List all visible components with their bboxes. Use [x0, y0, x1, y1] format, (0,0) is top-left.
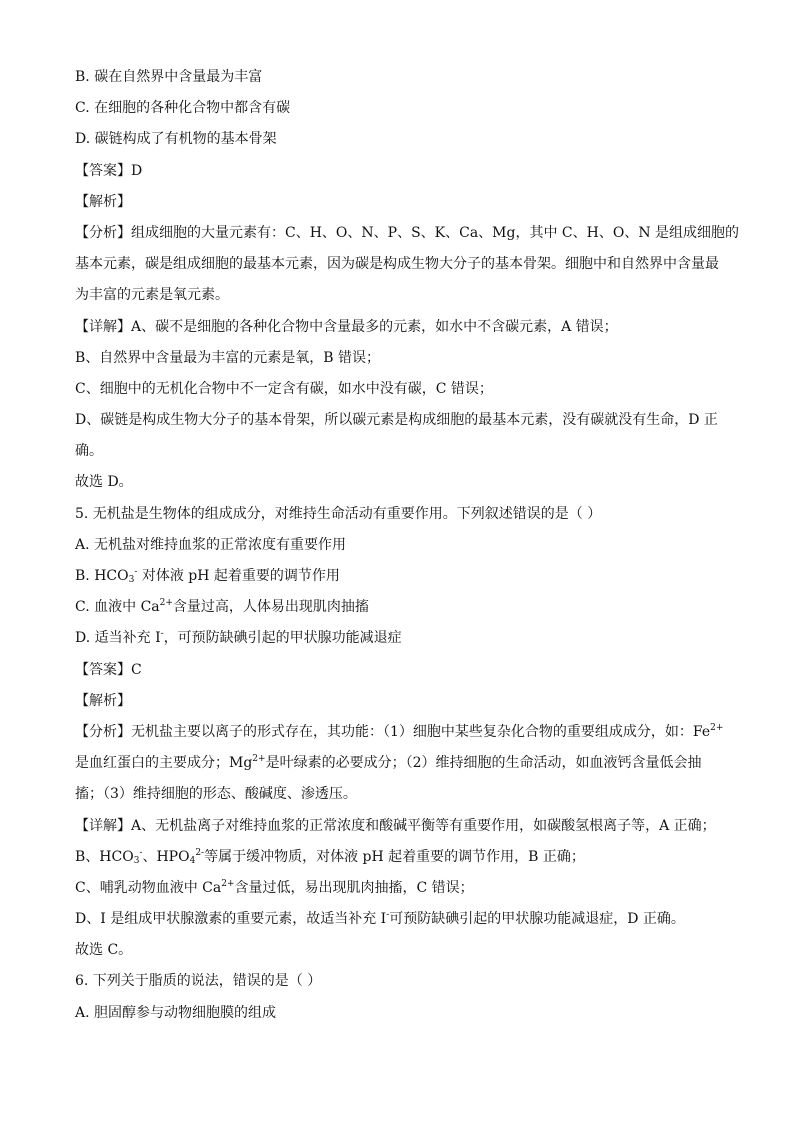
superscript: 2+ — [159, 598, 173, 609]
xiangjie-line — [75, 842, 725, 873]
answer-label: 【答案】C — [75, 661, 142, 678]
xiangjie-line: D、碳链是构成生物大分子的基本骨架，所以碳元素是构成细胞的最基本元素，没有碳就没有生命，D 正 — [75, 412, 718, 429]
superscript: 2+ — [252, 754, 266, 765]
text: C. 血液中 Ca — [75, 599, 160, 616]
superscript: 2- — [195, 847, 205, 858]
text: 等属于缓冲物质，对体液 pH 起着重要的调节作用，B 正确； — [204, 848, 585, 865]
xiangjie-line: 【详解】A、无机盐离子对维持血浆的正常浓度和酸碱平衡等有重要作用，如碳酸氢根离子等，A 正确； — [75, 817, 716, 834]
answer-label: 【答案】D — [75, 162, 143, 179]
question-5-stem: 5. 无机盐是生物体的组成成分，对维持生命活动有重要作用。下列叙述错误的是（ ） — [75, 505, 602, 522]
fenxi-line: 【分析】组成细胞的大量元素有：C、H、O、N、P、S、K、Ca、Mg，其中 C、H、O、N 是组成细胞的 — [75, 224, 740, 241]
text: 是血红蛋白的主要成分；Mg — [75, 755, 253, 772]
option-a: A. 无机盐对维持血浆的正常浓度有重要作用 — [75, 536, 347, 553]
text: B、HCO — [75, 848, 134, 865]
option-d: D. 碳链构成了有机物的基本骨架 — [75, 131, 277, 148]
subscript: 3 — [133, 855, 140, 866]
subscript: 4 — [189, 855, 196, 866]
conclusion: 故选 C。 — [75, 942, 133, 959]
superscript: - — [160, 629, 164, 640]
analysis-label: 【解析】 — [75, 193, 131, 210]
xiangjie-line — [75, 904, 725, 935]
fenxi-line: 搐；（3）维持细胞的形态、酸碱度、渗透压。 — [75, 786, 357, 803]
text: 可预防缺碘引起的甲状腺功能减退症，D 正确。 — [389, 911, 685, 928]
xiangjie-line: 确。 — [75, 443, 103, 460]
text: C、哺乳动物血液中 Ca — [75, 879, 222, 896]
document-body — [75, 62, 740, 1029]
superscript: 2+ — [710, 722, 724, 733]
text: B. HCO — [75, 568, 129, 584]
text: 含量过低，易出现肌肉抽搐，C 错误； — [234, 879, 474, 896]
superscript: - — [386, 910, 390, 921]
fenxi-line — [75, 717, 725, 748]
conclusion: 故选 D。 — [75, 474, 133, 491]
superscript: - — [134, 567, 138, 577]
xiangjie-line: 【详解】A、碳不是细胞的各种化合物中含量最多的元素，如水中不含碳元素，A 错误； — [75, 318, 618, 335]
text: ，可预防缺碘引起的甲状腺功能减退症 — [163, 630, 402, 647]
text: 含量过高，人体易出现肌肉抽搐 — [172, 599, 369, 616]
xiangjie-line: C、细胞中的无机化合物中不一定含有碳，如水中没有碳，C 错误； — [75, 380, 493, 397]
option-c: C. 在细胞的各种化合物中都含有碳 — [75, 100, 291, 117]
text: 对体液 pH 起着重要的调节作用 — [137, 568, 340, 584]
text: 【分析】无机盐主要以离子的形式存在，其功能：（1）细胞中某些复杂化合物的重要组成成分，如：Fe — [75, 723, 711, 740]
text: 是叶绿素的必要成分；（2）维持细胞的生命活动，如血液钙含量低会抽 — [265, 755, 702, 772]
analysis-label: 【解析】 — [75, 692, 131, 709]
subscript: 3 — [128, 575, 135, 585]
xiangjie-line — [75, 873, 725, 904]
fenxi-line: 基本元素，碳是组成细胞的最基本元素，因为碳是构成生物大分子的基本骨架。细胞中和自然界中含量最 — [75, 256, 719, 273]
question-6-stem: 6. 下列关于脂质的说法，错误的是（ ） — [75, 973, 322, 990]
option-d — [75, 623, 725, 654]
option-b — [75, 561, 725, 592]
fenxi-line: 为丰富的元素是氧元素。 — [75, 287, 229, 304]
text: D、I 是组成甲状腺激素的重要元素，故适当补充 I — [75, 911, 387, 928]
superscript: 2+ — [221, 878, 235, 889]
option-a: A. 胆固醇参与动物细胞膜的组成 — [75, 1004, 277, 1021]
superscript: - — [139, 847, 143, 858]
xiangjie-line: B、自然界中含量最为丰富的元素是氧，B 错误； — [75, 349, 381, 366]
text: D. 适当补充 I — [75, 630, 161, 647]
option-b: B. 碳在自然界中含量最为丰富 — [75, 69, 263, 85]
fenxi-line — [75, 748, 725, 779]
option-c — [75, 592, 725, 623]
text: 、HPO — [142, 848, 190, 865]
